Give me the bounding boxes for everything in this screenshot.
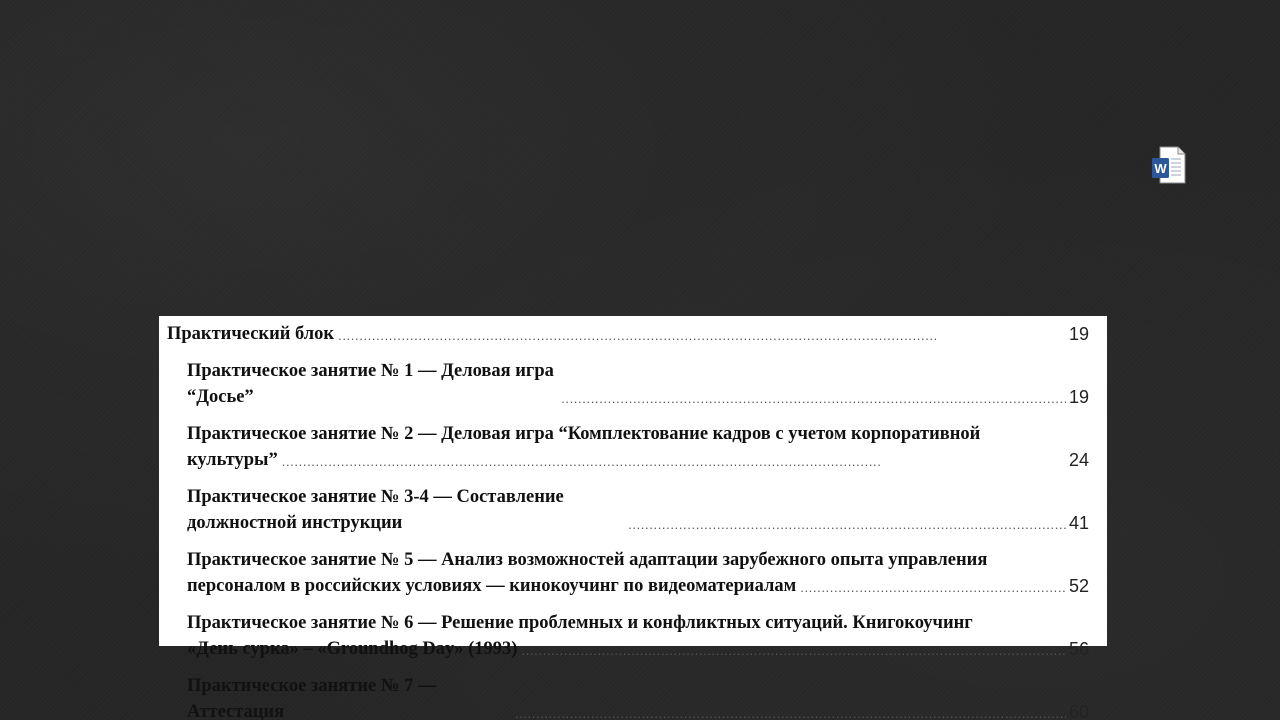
toc-entry-text: Практическое занятие № 7 — Аттестация [187,676,437,720]
toc-entry-text-line2: культуры” [187,450,278,470]
dot-leader [561,388,1066,410]
toc-entry-text-line1: Практическое занятие № 5 — Анализ возможностей адаптации зарубежного опыта управления [187,550,988,570]
word-icon-letter: W [1154,161,1167,176]
toc-entry-text-line1: Практическое занятие № 6 — Решение проблемных и конфликтных ситуаций. Книгокоучинг [187,613,973,633]
toc-page-number: 19 [1068,387,1089,407]
toc-entry-text-line2: персоналом в российских условиях — кинокоучинг по видеоматериалам [187,576,797,596]
toc-entry-lesson-2[interactable] [167,421,1089,473]
toc-entry-text: Практический блок [167,324,335,344]
toc-page-number: 24 [1068,450,1089,470]
toc-entry-text: Практическое занятие № 3-4 — Составление должностной инструкции [187,487,564,533]
toc-entry-lesson-7[interactable] [167,673,1089,720]
dot-leader [800,577,1066,599]
word-document-icon[interactable] [1151,145,1187,185]
dot-leader [282,451,1066,473]
dot-leader [515,703,1066,720]
dot-leader [521,640,1065,662]
toc-page-number: 56 [1068,639,1089,659]
toc-page-number: 60 [1068,702,1089,720]
toc-entry-text-line1: Практическое занятие № 2 — Деловая игра “Комплектование кадров с учетом корпоративной [187,424,981,444]
toc-entry-lesson-5[interactable] [167,547,1089,599]
table-of-contents [159,316,1107,720]
toc-entry-lesson-6[interactable] [167,610,1089,662]
toc-page-number: 52 [1068,576,1089,596]
dot-leader [338,325,1066,347]
toc-entry-text-line2: «День сурка» – «Groundhog Day» (1993) [187,639,518,659]
toc-page-number: 41 [1068,513,1089,533]
dot-leader [628,514,1066,536]
toc-entry-lesson-1[interactable] [167,358,1089,410]
toc-entry-lesson-3-4[interactable] [167,484,1089,536]
toc-entry-practical-block[interactable] [167,321,1089,347]
toc-page-number: 19 [1068,324,1089,344]
toc-entry-text: Практическое занятие № 1 — Деловая игра “Досье” [187,361,554,407]
